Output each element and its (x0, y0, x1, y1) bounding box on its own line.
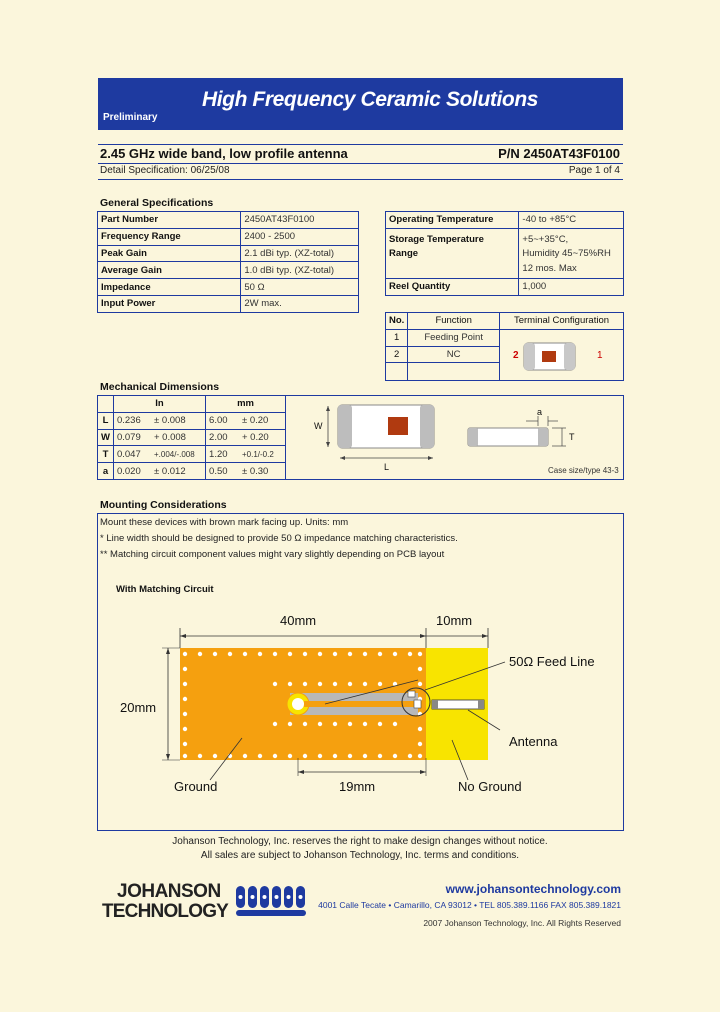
table-row (98, 295, 359, 312)
dim-mm-value: 0.50 (206, 463, 239, 480)
dim-label: T (98, 446, 114, 463)
spec-label: Part Number (98, 212, 241, 229)
terminal-no: 1 (386, 329, 408, 346)
column-header: Terminal Configuration (500, 313, 624, 330)
chip-terminal (564, 343, 575, 370)
divider (98, 179, 623, 180)
storage-line: Humidity 45~75%RH (522, 248, 611, 260)
company-address: 4001 Calle Tecate • Camarillo, CA 93012 • TEL 805.389.1166 FAX 805.389.1821 (318, 900, 621, 910)
terminal-function: Feeding Point (408, 329, 500, 346)
mounting-note: Mount these devices with brown mark facing up. Units: mm (100, 517, 349, 528)
chip-side-view (468, 428, 548, 446)
pin-label-left: 2 (513, 349, 519, 361)
terminal-function: NC (408, 346, 500, 363)
dim-in-tol: ± 0.012 (151, 463, 206, 480)
dim-label: L (98, 412, 114, 429)
spec-label: Input Power (98, 295, 241, 312)
matching-circuit-title: With Matching Circuit (116, 584, 214, 595)
column-header-mm: mm (206, 396, 286, 413)
logo-text-top: JOHANSON (117, 881, 221, 902)
storage-temp-label: Storage Temperature Range (386, 228, 519, 278)
environment-specs-table (385, 211, 624, 296)
dim-40mm-label: 40mm (280, 613, 317, 628)
column-header: No. (386, 313, 408, 330)
storage-temp-value (519, 228, 624, 278)
mechanical-heading: Mechanical Dimensions (100, 381, 220, 393)
dim-in-tol: ± 0.008 (151, 412, 206, 429)
dim-in-value: 0.047 (113, 446, 151, 463)
storage-line: +5~+35°C, (522, 233, 569, 245)
empty-cell (98, 396, 114, 413)
column-header-in: In (113, 396, 205, 413)
table-header-row (386, 313, 624, 330)
page-indicator: Page 1 of 4 (568, 165, 620, 176)
table-row (98, 262, 359, 279)
product-description: 2.45 GHz wide band, low profile antenna (100, 146, 348, 161)
spec-value: 2450AT43F0100 (241, 212, 359, 229)
chip-brown-mark (542, 351, 556, 362)
spec-label: Impedance (98, 279, 241, 296)
dim-mm-value: 2.00 (206, 429, 239, 446)
spec-value: 2W max. (241, 295, 359, 312)
case-size-label: Case size/type 43-3 (548, 466, 619, 475)
spec-value: 1.0 dBi typ. (XZ-total) (241, 262, 359, 279)
dim-mm-value: 1.20 (206, 446, 239, 463)
logo-text-bottom: TECHNOLOGY (102, 901, 229, 922)
spec-value: 50 Ω (241, 279, 359, 296)
antenna-chip (432, 700, 484, 709)
storage-line: 12 mos. Max (522, 262, 577, 274)
arrow-head (326, 406, 330, 411)
reel-quantity-value: 1,000 (519, 278, 624, 295)
table-row (98, 245, 359, 262)
general-specs-heading: General Specifications (100, 197, 214, 209)
copyright: 2007 Johanson Technology, Inc. All Rights Reserved (423, 918, 621, 928)
label-a: a (537, 407, 543, 417)
chip-brown-mark (388, 417, 408, 435)
dim-label: a (98, 463, 114, 480)
empty-cell (408, 363, 500, 381)
dim-mm-tol: +0.1/-0.2 (239, 446, 286, 463)
matching-component (414, 700, 421, 708)
feed-line-label: 50Ω Feed Line (509, 654, 595, 669)
chip-terminal (538, 428, 548, 446)
column-header: Function (408, 313, 500, 330)
dim-in-tol: +.004/-.008 (151, 446, 206, 463)
arrow-head (166, 754, 170, 760)
arrow-head (298, 770, 304, 774)
label-w: W (314, 421, 323, 431)
spec-label: Peak Gain (98, 245, 241, 262)
arrow-head (482, 634, 488, 638)
pcb-layout-diagram (150, 620, 610, 790)
terminal-table (385, 312, 624, 381)
chip-terminal (478, 700, 484, 709)
label-t: T (569, 432, 575, 442)
banner-title: High Frequency Ceramic Solutions (201, 88, 539, 111)
dim-20mm-label: 20mm (120, 700, 157, 715)
mounting-note: * Line width should be designed to provide 50 Ω impedance matching characteristics. (100, 533, 458, 544)
table-row (98, 446, 286, 463)
spec-value: 2.1 dBi typ. (XZ-total) (241, 245, 359, 262)
table-row (386, 212, 624, 229)
dim-mm-value: 6.00 (206, 412, 239, 429)
op-temp-value: -40 to +85°C (519, 212, 624, 229)
feed-line (304, 701, 414, 707)
dim-mm-tol: ± 0.30 (239, 463, 286, 480)
divider (98, 163, 623, 164)
antenna-label: Antenna (509, 734, 558, 749)
table-row (386, 228, 624, 278)
feed-via (292, 698, 304, 710)
table-row (386, 278, 624, 295)
footer-notice: Johanson Technology, Inc. reserves the right to make design changes without notice. (172, 836, 548, 847)
part-number-title: P/N 2450AT43F0100 (498, 146, 620, 161)
dim-in-tol: + 0.008 (151, 429, 206, 446)
arrow-head (326, 442, 330, 447)
table-row (98, 429, 286, 446)
arrow-head (180, 634, 186, 638)
dim-19mm-label: 19mm (339, 779, 376, 794)
chip-terminal (338, 405, 352, 448)
spec-value: 2400 - 2500 (241, 228, 359, 245)
terminal-diagram-cell (500, 329, 624, 381)
table-header-row (98, 396, 286, 413)
table-row (386, 329, 624, 346)
banner-subtitle: Preliminary (103, 112, 158, 123)
dim-in-value: 0.020 (113, 463, 151, 480)
mechanical-table (97, 395, 286, 480)
dim-mm-tol: + 0.20 (239, 429, 286, 446)
spec-label: Frequency Range (98, 228, 241, 245)
chip-terminal (420, 405, 434, 448)
arrow-head (420, 634, 426, 638)
dim-in-value: 0.236 (113, 412, 151, 429)
matching-component (408, 691, 415, 697)
arrow-head (340, 456, 345, 460)
reel-quantity-label: Reel Quantity (386, 278, 519, 295)
chip-terminal (432, 700, 438, 709)
table-row (98, 412, 286, 429)
dim-10mm-label: 10mm (436, 613, 473, 628)
chip-terminal (524, 343, 535, 370)
arrow-head (428, 456, 433, 460)
no-ground-label: No Ground (458, 779, 522, 794)
divider (98, 144, 623, 145)
spec-label: Average Gain (98, 262, 241, 279)
op-temp-label: Operating Temperature (386, 212, 519, 229)
label-l: L (384, 462, 390, 472)
table-row (98, 463, 286, 480)
table-row (98, 279, 359, 296)
mounting-heading: Mounting Considerations (100, 499, 227, 511)
chip-terminal (468, 428, 478, 446)
empty-cell (386, 363, 408, 381)
dim-mm-tol: ± 0.20 (239, 412, 286, 429)
footer-notice: All sales are subject to Johanson Technology, Inc. terms and conditions. (200, 850, 520, 861)
dim-in-value: 0.079 (113, 429, 151, 446)
logo-mark (234, 880, 314, 924)
table-row (98, 212, 359, 229)
table-row (98, 228, 359, 245)
dim-label: W (98, 429, 114, 446)
website-link[interactable]: www.johansontechnology.com (445, 882, 621, 896)
ground-label: Ground (174, 779, 218, 794)
mounting-note: ** Matching circuit component values might vary slightly depending on PCB layout (100, 549, 445, 560)
chip-top-view (338, 405, 434, 448)
arrow-head (166, 648, 170, 654)
terminal-no: 2 (386, 346, 408, 363)
general-specs-table (97, 211, 359, 313)
arrow-head (420, 770, 426, 774)
pin-label-right: 1 (597, 349, 603, 361)
detail-spec-date: Detail Specification: 06/25/08 (100, 165, 230, 176)
